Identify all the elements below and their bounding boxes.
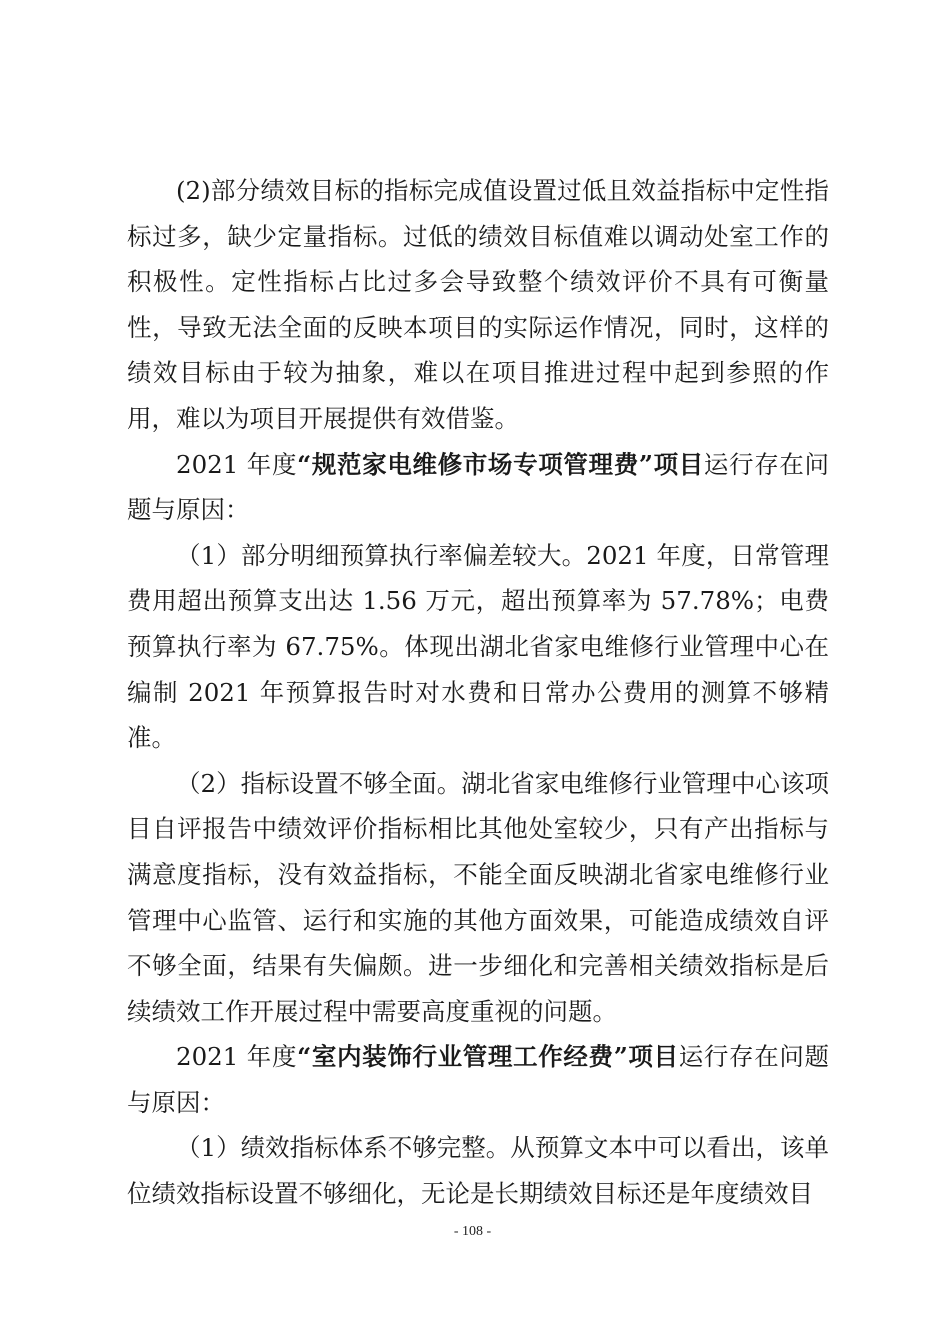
heading-project-name: “室内装饰行业管理工作经费”项目: [297, 1042, 679, 1072]
paragraph-3: （1）部分明细预算执行率偏差较大。2021 年度，日常管理费用超出预算支出达 1.56 万元，超出预算率为 57.78%；电费预算执行率为 67.75%。体现出湖北省家电维修行业管理中心在编制 2021 年预算报告时对水费和日常办公费用的测算不够精准。: [127, 540, 829, 753]
heading-suffix: 运行存在问题与原因：: [127, 1042, 830, 1117]
paragraph-4: （2）指标设置不够全面。湖北省家电维修行业管理中心该项目自评报告中绩效评价指标相比其他处室较少，只有产出指标与满意度指标，没有效益指标，不能全面反映湖北省家电维修行业管理中心监管、运行和实施的其他方面效果，可能造成绩效自评不够全面，结果有失偏颇。进一步细化和完善相关绩效指标是后续绩效工作开展过程中需要高度重视的问题。: [127, 768, 829, 1026]
heading-year: 2021 年度: [176, 449, 298, 479]
paragraph-1: (2)部分绩效目标的指标完成值设置过低且效益指标中定性指标过多，缺少定量指标。过低的绩效目标值难以调动处室工作的积极性。定性指标占比过多会导致整个绩效评价不具有可衡量性，导致无法全面的反映本项目的实际运作情况，同时，这样的绩效目标由于较为抽象，难以在项目推进过程中起到参照的作用，难以为项目开展提供有效借鉴。: [127, 176, 829, 433]
heading-project-name: “规范家电维修市场专项管理费”项目: [297, 449, 704, 479]
heading-year: 2021 年度: [176, 1042, 298, 1072]
page-number: - 108 -: [453, 1224, 492, 1239]
section-heading-interior-decoration: [127, 1034, 829, 1125]
paragraph-6: （1）绩效指标体系不够完整。从预算文本中可以看出，该单位绩效指标设置不够细化，无论是长期绩效目标还是年度绩效目: [127, 1133, 829, 1209]
section-heading-appliance-repair: [127, 442, 829, 533]
heading-suffix: 运行存在问题与原因：: [127, 449, 830, 525]
document-body: [127, 168, 829, 1217]
